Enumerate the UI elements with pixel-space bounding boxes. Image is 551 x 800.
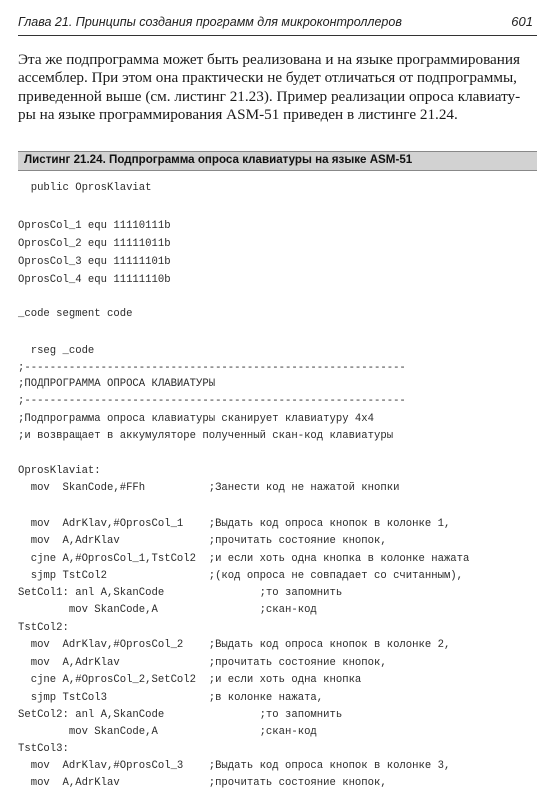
code-line: cjne A,#OprosCol_1,TstCol2 ;и если хоть одна кнопка в колонке нажата: [18, 553, 470, 565]
paragraph-line: ассемблер. При этом она практически не будет отличаться от подпрограммы,: [18, 69, 517, 87]
code-line: mov AdrKlav,#OprosCol_3 ;Выдать код опроса кнопок в колонке 3,: [18, 760, 451, 772]
code-line: OprosCol_2 equ 11111011b: [18, 238, 171, 250]
code-line: ;------------------------------------------------------------: [18, 362, 406, 374]
paragraph-line: приведенной выше (см. листинг 21.23). Пример реализации опроса клавиату-: [18, 87, 521, 105]
code-line: public OprosKlaviat: [18, 182, 152, 194]
code-line: TstCol2:: [18, 622, 69, 634]
code-line: sjmp TstCol3 ;в колонке нажата,: [18, 692, 324, 704]
code-line: mov SkanCode,A ;скан-код: [18, 604, 317, 616]
paragraph-line: ры на языке программирования ASM-51 приведен в листинге 21.24.: [18, 106, 458, 124]
code-line: rseg _code: [18, 345, 95, 357]
code-line: ;и возвращает в аккумуляторе полученный скан-код клавиатуры: [18, 430, 394, 442]
page-header: [18, 13, 537, 36]
code-line: cjne A,#OprosCol_2,SetCol2 ;и если хоть одна кнопка: [18, 674, 362, 686]
code-line: mov AdrKlav,#OprosCol_1 ;Выдать код опроса кнопок в колонке 1,: [18, 518, 451, 530]
code-line: mov SkanCode,A ;скан-код: [18, 726, 317, 738]
code-line: _code segment code: [18, 308, 133, 320]
listing-title-bar: [18, 151, 537, 171]
page-number: 601: [511, 14, 533, 29]
code-line: OprosKlaviat:: [18, 465, 101, 477]
code-line: sjmp TstCol2 ;(код опроса не совпадает со считанным),: [18, 570, 464, 582]
code-line: TstCol3:: [18, 743, 69, 755]
code-line: mov A,AdrKlav ;прочитать состояние кнопок,: [18, 535, 387, 547]
code-line: ;------------------------------------------------------------: [18, 395, 406, 407]
code-line: OprosCol_3 equ 11111101b: [18, 256, 171, 268]
code-line: ;Подпрограмма опроса клавиатуры сканирует клавиатуру 4x4: [18, 413, 375, 425]
code-line: mov A,AdrKlav ;прочитать состояние кнопок,: [18, 777, 387, 789]
chapter-title: Глава 21. Принципы создания программ для микроконтроллеров: [18, 15, 402, 29]
code-line: mov SkanCode,#FFh ;Занести код не нажатой кнопки: [18, 482, 400, 494]
listing-title: Листинг 21.24. Подпрограмма опроса клавиатуры на языке ASM-51: [24, 153, 413, 166]
code-line: mov A,AdrKlav ;прочитать состояние кнопок,: [18, 657, 387, 669]
paragraph-line: Эта же подпрограмма может быть реализована и на языке программирования: [18, 51, 521, 68]
code-line: OprosCol_1 equ 11110111b: [18, 220, 171, 232]
code-line: SetCol1: anl A,SkanCode ;то запомнить: [18, 587, 343, 599]
code-line: ;ПОДПРОГРАММА ОПРОСА КЛАВИАТУРЫ: [18, 378, 216, 390]
code-line: mov AdrKlav,#OprosCol_2 ;Выдать код опроса кнопок в колонке 2,: [18, 639, 451, 651]
code-line: SetCol2: anl A,SkanCode ;то запомнить: [18, 709, 343, 721]
code-line: OprosCol_4 equ 11111110b: [18, 274, 171, 286]
body-paragraph: [18, 51, 538, 125]
